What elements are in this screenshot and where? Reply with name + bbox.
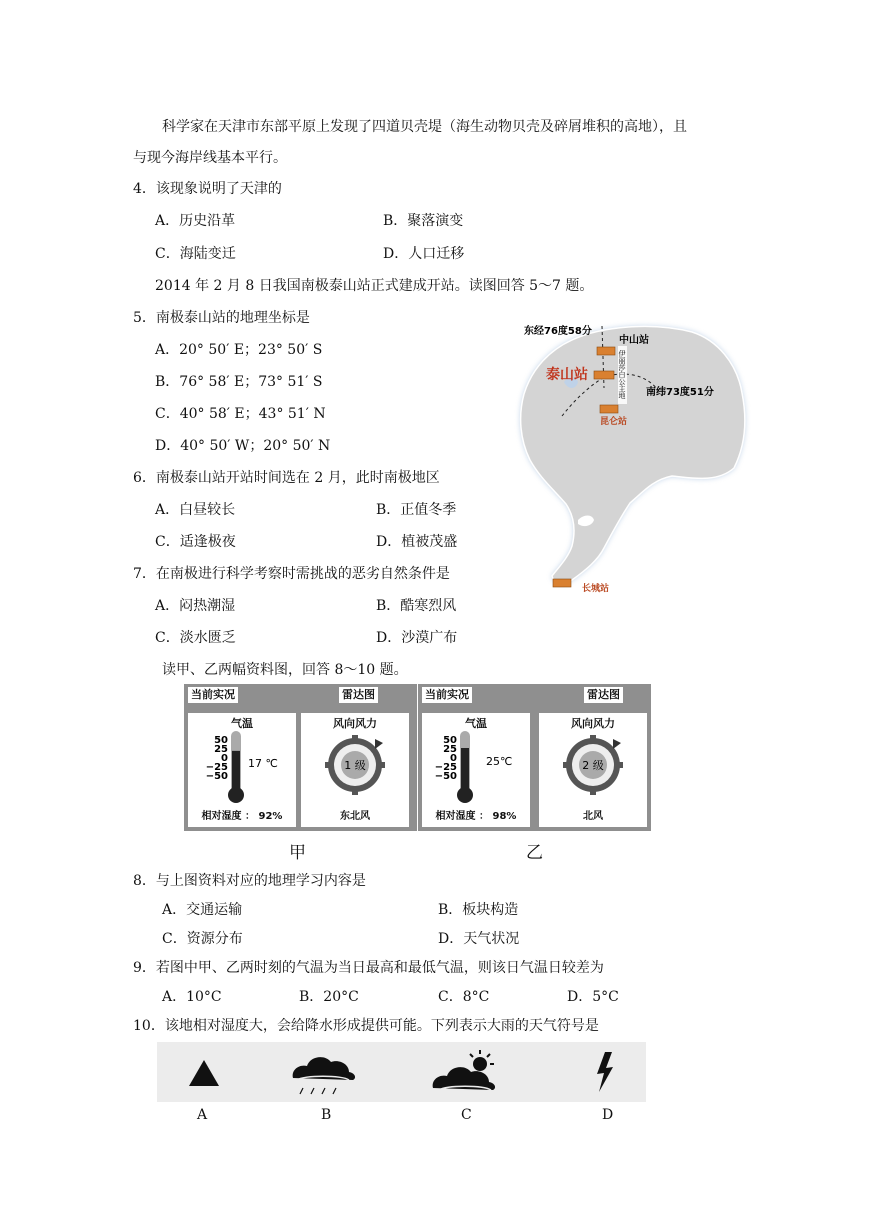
zhongshan-station-marker [597,347,615,355]
q10-stem: 10．该地相对湿度大，会给降水形成提供可能。下列表示大雨的天气符号是 [133,1018,599,1034]
thermometer-level [232,751,240,791]
zhongshan-label: 中山站 [619,335,649,346]
weather-panel-jia [184,684,417,831]
dial-tick-e [617,762,623,768]
weather-symbols-strip [157,1042,646,1102]
temperature-cell [188,713,296,827]
panel-header-left: 当前实况 [188,687,238,703]
q9-option-b[interactable]: B．20°C [299,989,359,1005]
q7-option-b[interactable]: B．酷寒烈风 [376,598,457,614]
q6-option-d[interactable]: D．植被茂盛 [376,534,458,550]
tick-minus-50: −50 [205,771,228,782]
intro-line-1: 科学家在天津市东部平原上发现了四道贝壳堤（海生动物贝壳及碎屑堆积的高地），且 [162,119,687,135]
tick-50: 50 [443,735,457,746]
dial-tick-n [352,735,358,741]
thermometer-level [461,748,469,791]
dial-tick-s [590,789,596,795]
q4-option-d[interactable]: D．人口迁移 [383,246,465,262]
q6-option-b[interactable]: B．正值冬季 [376,502,457,518]
ice-label: 伊丽莎白公主地 [618,350,626,399]
intro-line-2: 与现今海岸线基本平行。 [133,150,287,166]
symbol-label-c: C [461,1107,472,1123]
q7-option-c[interactable]: C．淡水匮乏 [155,630,236,646]
wind-cell [539,713,647,827]
tick-0: 0 [450,753,457,764]
q7-option-a[interactable]: A．闷热潮湿 [155,598,236,614]
wind-direction: 北风 [583,811,603,822]
changcheng-label: 长城站 [582,584,610,594]
q6-option-c[interactable]: C．适逢极夜 [155,534,236,550]
dial-tick-s [352,789,358,795]
q8-intro: 读甲、乙两幅资料图，回答 8～10 题。 [162,662,408,678]
wind-cell [301,713,409,827]
caption-yi: 乙 [526,843,543,863]
q5-option-a[interactable]: A．20° 50′ E；23° 50′ S [155,342,323,358]
q9-stem: 9．若图中甲、乙两时刻的气温为当日最高和最低气温，则该日气温日较差为 [133,960,604,976]
temperature-title: 气温 [231,717,253,730]
antarctica-land [521,326,745,583]
antarctica-map [512,318,752,603]
thermometer-svg [422,729,530,809]
tick-minus-25: −25 [205,762,228,773]
dial-tick-n [590,735,596,741]
q9-option-c[interactable]: C．8°C [438,989,490,1005]
tick-0: 0 [221,753,228,764]
tick-minus-25: −25 [434,762,457,773]
q5-option-b[interactable]: B．76° 58′ E；73° 51′ S [155,374,323,390]
panel-header-right: 雷达图 [584,687,623,703]
rain-cloud-icon[interactable] [293,1057,355,1094]
q5-stem: 5．南极泰山站的地理坐标是 [133,310,310,326]
taishan-station-marker [594,371,614,379]
panel-header-left: 当前实况 [422,687,472,703]
q7-option-d[interactable]: D．沙漠广布 [376,630,458,646]
thermometer-bulb [457,787,473,803]
q5-option-c[interactable]: C．40° 58′ E；43° 51′ N [155,406,326,422]
q4-option-b[interactable]: B．聚落演变 [383,213,464,229]
q4-option-a[interactable]: A．历史沿革 [155,213,236,229]
weather-symbols-svg [157,1042,646,1102]
wind-arrow-icon [375,739,383,749]
wind-dial-svg [539,729,647,809]
triangle-icon[interactable] [189,1060,219,1086]
q4-stem: 4．该现象说明了天津的 [133,181,282,197]
wind-direction: 东北风 [340,811,370,822]
dial-tick-w [325,762,331,768]
changcheng-station-marker [553,579,571,587]
wind-arrow-icon [613,739,621,749]
q4-option-c[interactable]: C．海陆变迁 [155,246,236,262]
antarctica-map-svg [512,318,752,603]
wind-title: 风向风力 [333,717,377,730]
symbol-label-b: B [321,1107,332,1123]
dial-tick-e [379,762,385,768]
humidity: 相对湿度 ： 92% [201,811,283,822]
tick-25: 25 [214,744,228,755]
wind-dial-svg [301,729,409,809]
q9-option-a[interactable]: A．10°C [162,989,222,1005]
taishan-label: 泰山站 [546,367,588,383]
q5-option-d[interactable]: D．40° 50′ W；20° 50′ N [155,438,331,454]
tick-minus-50: −50 [434,771,457,782]
q6-option-a[interactable]: A．白昼较长 [155,502,236,518]
latitude-label: 南纬73度51分 [646,387,714,398]
wind-level: 1 级 [344,759,366,772]
q8-option-a[interactable]: A．交通运输 [162,902,243,918]
kunlun-station-marker [600,405,618,413]
tick-50: 50 [214,735,228,746]
longitude-label: 东经76度58分 [524,326,592,337]
q9-option-d[interactable]: D．5°C [567,989,619,1005]
symbol-label-d: D [602,1107,614,1123]
q7-stem: 7．在南极进行科学考察时需挑战的恶劣自然条件是 [133,566,450,582]
dial-tick-w [563,762,569,768]
wind-level: 2 级 [582,759,604,772]
q5-intro: 2014 年 2 月 8 日我国南极泰山站正式建成开站。读图回答 5～7 题。 [155,278,594,294]
temperature-value: 17 ℃ [248,757,278,770]
sun-cloud-icon[interactable] [433,1050,495,1090]
q8-stem: 8．与上图资料对应的地理学习内容是 [133,873,366,889]
temperature-value: 25℃ [486,755,513,768]
humidity: 相对湿度 ： 98% [435,811,517,822]
thermometer-svg [188,729,296,809]
temperature-cell [422,713,530,827]
symbol-label-a: A [197,1107,208,1123]
weather-panel-yi [418,684,651,831]
thermometer-bulb [228,787,244,803]
wind-title: 风向风力 [571,717,615,730]
q8-option-c[interactable]: C．资源分布 [162,931,243,947]
panel-header-right: 雷达图 [339,687,378,703]
caption-jia: 甲 [289,843,306,863]
kunlun-label: 昆仑站 [600,417,628,427]
q8-option-b[interactable]: B．板块构造 [438,902,519,918]
q8-option-d[interactable]: D．天气状况 [438,931,520,947]
lightning-icon[interactable] [597,1052,613,1092]
tick-25: 25 [443,744,457,755]
q6-stem: 6．南极泰山站开站时间选在 2 月，此时南极地区 [133,470,440,486]
temperature-title: 气温 [465,717,487,730]
